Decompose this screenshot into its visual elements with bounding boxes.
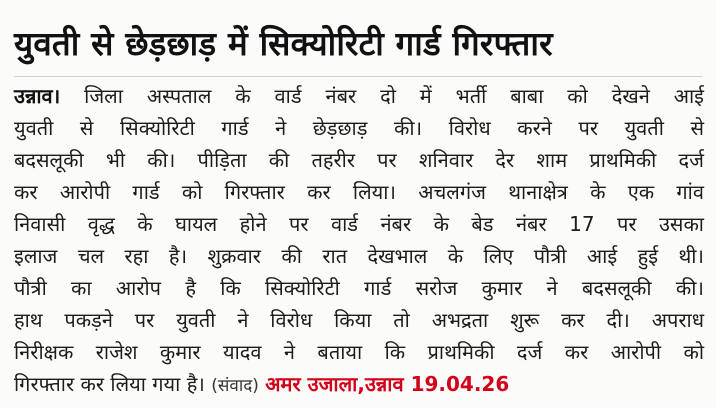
article-line-8: हाथ पकड़ने पर युवती ने विरोध किया तो अभद्रता शुरू कर दी। अपराध bbox=[14, 308, 704, 332]
article-line-10 bbox=[14, 368, 704, 400]
article-headline: युवती से छेड़छाड़ में सिक्योरिटी गार्ड गिरफ्तार bbox=[14, 24, 553, 63]
article-line-3: बदसलूकी भी की। पीड़िता की तहरीर पर शनिवार देर शाम प्राथमिकी दर्ज bbox=[14, 148, 704, 172]
article-source: अमर उजाला,उन्नाव 19.04.26 bbox=[265, 372, 510, 396]
article-line-6: इलाज चल रहा है। शुक्रवार की रात देखभाल के लिए पौत्री आई हुई थी। bbox=[14, 244, 704, 268]
headline-divider bbox=[14, 76, 702, 77]
article-line-5: निवासी वृद्ध के घायल होने पर वार्ड नंबर के बेड नंबर 17 पर उसका bbox=[14, 212, 704, 236]
article-line-1 bbox=[14, 80, 704, 112]
article-line-text: जिला अस्पताल के वार्ड नंबर दो में भर्ती बाबा को देखने आई bbox=[60, 84, 704, 108]
article-line-9: निरीक्षक राजेश कुमार यादव ने बताया कि प्राथमिकी दर्ज कर आरोपी को bbox=[14, 340, 704, 364]
article-credit: (संवाद) bbox=[211, 376, 259, 396]
article-body bbox=[14, 80, 704, 400]
article-last-line: गिरफ्तार कर लिया गया है। bbox=[14, 372, 212, 396]
article-dateline: उन्नाव। bbox=[14, 84, 61, 108]
article-line-7: पौत्री का आरोप है कि सिक्योरिटी गार्ड सरोज कुमार ने बदसलूकी की। bbox=[14, 276, 704, 300]
article-line-2: युवती से सिक्योरिटी गार्ड ने छेड़छाड़ की। विरोध करने पर युवती से bbox=[14, 116, 704, 140]
article-line-4: कर आरोपी गार्ड को गिरफ्तार कर लिया। अचलगंज थानाक्षेत्र के एक गांव bbox=[14, 180, 704, 204]
